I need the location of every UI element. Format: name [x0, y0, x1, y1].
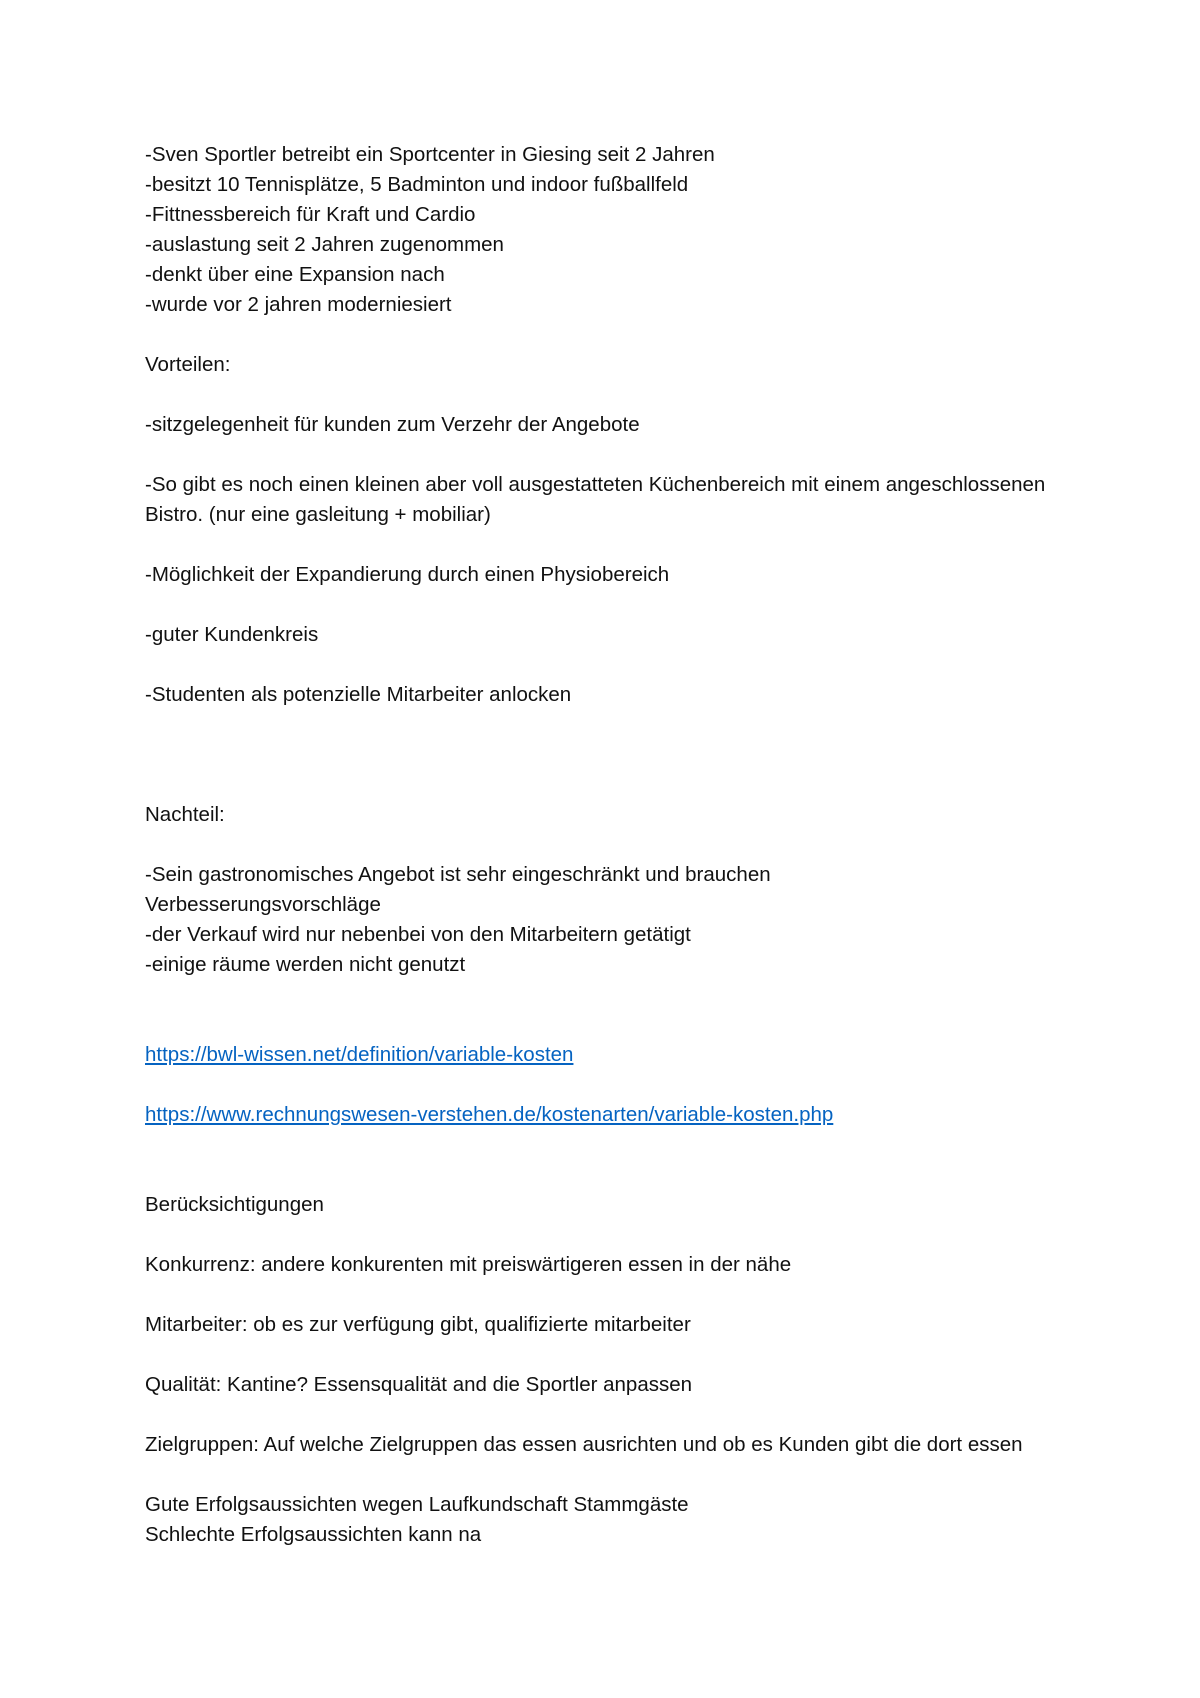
intro-line: -Fittnessbereich für Kraft und Cardio [145, 203, 476, 226]
spacer [145, 320, 1075, 350]
spacer [145, 1070, 1075, 1100]
link-bwl-wissen[interactable]: https://bwl-wissen.net/definition/variable-kosten [145, 1043, 574, 1066]
consideration-item: Mitarbeiter: ob es zur verfügung gibt, qualifizierte mitarbeiter [145, 1313, 691, 1336]
spacer [145, 1460, 1075, 1490]
consideration-item: Konkurrenz: andere konkurenten mit preiswärtigeren essen in der nähe [145, 1253, 792, 1276]
beruecksichtigungen-section [145, 1190, 1075, 1550]
spacer [145, 1130, 1075, 1190]
beruecksichtigungen-heading: Berücksichtigungen [145, 1193, 324, 1216]
vorteile-section [145, 350, 1075, 710]
spacer [145, 980, 1075, 1040]
links-section [145, 1040, 1075, 1130]
consideration-item: Zielgruppen: Auf welche Zielgruppen das essen ausrichten und ob es Kunden gibt die dort essen [145, 1433, 1023, 1456]
vorteil-item: -Studenten als potenzielle Mitarbeiter anlocken [145, 683, 572, 706]
document-body [145, 140, 1075, 1550]
vorteil-item: -So gibt es noch einen kleinen aber voll ausgestatteten Küchenbereich mit einem angeschlossenen Bistro. (nur eine gasleitung + mobiliar) [145, 473, 1046, 526]
vorteil-item: -guter Kundenkreis [145, 623, 319, 646]
nachteile-heading: Nachteil: [145, 803, 225, 826]
vorteil-item: -sitzgelegenheit für kunden zum Verzehr der Angebote [145, 413, 640, 436]
consideration-item: Qualität: Kantine? Essensqualität and die Sportler anpassen [145, 1373, 693, 1396]
spacer [145, 1220, 1075, 1250]
nachteile-section [145, 800, 1075, 980]
nachteil-item: -einige räume werden nicht genutzt [145, 953, 466, 976]
vorteil-item: -Möglichkeit der Expandierung durch einen Physiobereich [145, 563, 670, 586]
vorteile-heading: Vorteilen: [145, 353, 231, 376]
spacer [145, 1400, 1075, 1430]
closing-line: Gute Erfolgsaussichten wegen Laufkundschaft Stammgäste [145, 1493, 689, 1516]
closing-line: Schlechte Erfolgsaussichten kann na [145, 1523, 482, 1546]
link-rechnungswesen[interactable]: https://www.rechnungswesen-verstehen.de/kostenarten/variable-kosten.php [145, 1103, 834, 1126]
intro-line: -auslastung seit 2 Jahren zugenommen [145, 233, 504, 256]
nachteil-item: -der Verkauf wird nur nebenbei von den Mitarbeitern getätigt [145, 923, 691, 946]
spacer [145, 440, 1075, 470]
intro-line: -Sven Sportler betreibt ein Sportcenter in Giesing seit 2 Jahren [145, 143, 715, 166]
spacer [145, 530, 1075, 560]
spacer [145, 1340, 1075, 1370]
spacer [145, 380, 1075, 410]
intro-line: -besitzt 10 Tennisplätze, 5 Badminton und indoor fußballfeld [145, 173, 689, 196]
spacer [145, 650, 1075, 680]
nachteil-item: -Sein gastronomisches Angebot ist sehr eingeschränkt und brauchen Verbesserungsvorschläge [145, 863, 771, 916]
intro-line: -wurde vor 2 jahren moderniesiert [145, 293, 452, 316]
spacer [145, 590, 1075, 620]
spacer [145, 830, 1075, 860]
intro-block [145, 140, 1075, 320]
intro-line: -denkt über eine Expansion nach [145, 263, 445, 286]
spacer [145, 1280, 1075, 1310]
spacer [145, 710, 1075, 800]
